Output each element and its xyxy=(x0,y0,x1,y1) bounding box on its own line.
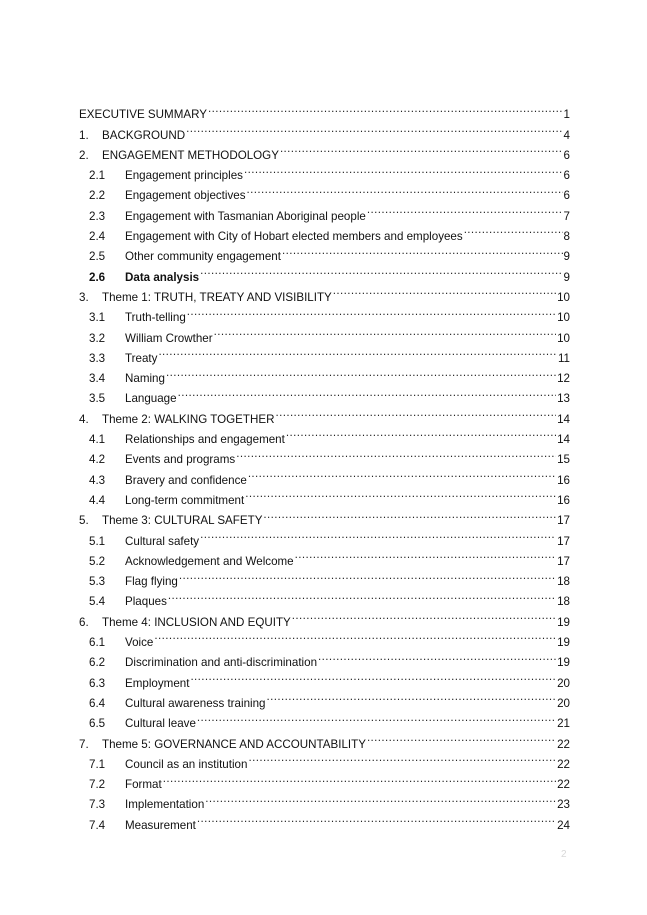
toc-entry-title: William Crowther xyxy=(125,331,213,345)
toc-entry-page: 22 xyxy=(557,778,570,792)
toc-entry-page: 19 xyxy=(557,615,570,629)
toc-dot-leader xyxy=(197,707,556,727)
toc-entry-page: 14 xyxy=(557,433,570,447)
toc-entry-page: 11 xyxy=(557,351,570,365)
toc-entry-page: 7 xyxy=(563,209,570,223)
toc-dot-leader xyxy=(208,98,563,118)
toc-entry-page: 8 xyxy=(563,230,570,244)
toc-dot-leader xyxy=(200,524,556,544)
toc-entry-page: 24 xyxy=(557,818,570,832)
toc-entry-number: 7. xyxy=(79,737,89,751)
toc-entry-page: 1 xyxy=(563,108,570,122)
toc-entry-page: 10 xyxy=(557,290,570,304)
toc-entry-title: Long-term commitment xyxy=(125,493,245,507)
toc-entry-title: Discrimination and anti-discrimination xyxy=(125,656,318,670)
toc-entry-title: Cultural safety xyxy=(125,534,200,548)
toc-dot-leader xyxy=(248,463,556,483)
toc-entry-page: 22 xyxy=(557,737,570,751)
toc-dot-leader xyxy=(367,199,563,219)
toc-entry-number: 6.4 xyxy=(89,696,106,710)
toc-entry-number: 3.5 xyxy=(89,392,106,406)
toc-entry-title: Employment xyxy=(125,676,190,690)
toc-entry-page: 10 xyxy=(557,311,570,325)
toc-entry-number: 7.2 xyxy=(89,778,106,792)
toc-entry-number: 6. xyxy=(79,615,89,629)
toc-entry-title: Engagement with Tasmanian Aboriginal people xyxy=(125,209,366,223)
toc-dot-leader xyxy=(292,605,556,625)
toc-dot-leader xyxy=(318,646,556,666)
toc-entry-number: 7.4 xyxy=(89,818,106,832)
toc-entry-page: 6 xyxy=(563,148,570,162)
toc-entry-page: 10 xyxy=(557,331,570,345)
toc-entry-number: 4. xyxy=(79,412,89,426)
toc-dot-leader xyxy=(197,808,556,828)
toc-dot-leader xyxy=(179,565,556,585)
toc-entry-title: Engagement with City of Hobart elected members and employees xyxy=(125,230,463,244)
toc-entry-title: Data analysis xyxy=(125,270,200,284)
toc-entry-number: 2.5 xyxy=(89,250,106,264)
toc-entry-title: Implementation xyxy=(125,798,205,812)
toc-entry-page: 23 xyxy=(557,798,570,812)
toc-entry-number: 1. xyxy=(79,128,89,142)
toc-entry-number: 2.4 xyxy=(89,230,106,244)
toc-dot-leader xyxy=(244,159,563,179)
toc-entry-page: 19 xyxy=(557,656,570,670)
toc-dot-leader xyxy=(214,321,556,341)
toc-entry-title: BACKGROUND xyxy=(102,128,186,142)
toc-entry-title: EXECUTIVE SUMMARY xyxy=(79,108,207,122)
toc-dot-leader xyxy=(266,687,556,707)
toc-entry-title: Language xyxy=(125,392,177,406)
toc-entry-title: Theme 4: INCLUSION AND EQUITY xyxy=(102,615,291,629)
toc-entry-number: 3.4 xyxy=(89,372,106,386)
toc-entry-number: 3.1 xyxy=(89,311,106,325)
page-number: 2 xyxy=(561,849,567,860)
toc-entry-page: 9 xyxy=(563,250,570,264)
toc-entry-number: 7.3 xyxy=(89,798,106,812)
toc-entry-page: 18 xyxy=(557,575,570,589)
toc-dot-leader xyxy=(295,545,556,565)
toc-entry-page: 22 xyxy=(557,757,570,771)
toc-dot-leader xyxy=(190,666,556,686)
toc-dot-leader xyxy=(200,260,562,280)
toc-entry-title: Theme 5: GOVERNANCE AND ACCOUNTABILITY xyxy=(102,737,366,751)
toc-entry-page: 4 xyxy=(563,128,570,142)
toc-entry-page: 17 xyxy=(557,534,570,548)
toc-dot-leader xyxy=(263,504,556,524)
toc-entry-number: 2.6 xyxy=(89,270,106,284)
toc-entry-page: 6 xyxy=(563,169,570,183)
toc-dot-leader xyxy=(464,220,563,240)
toc-entry-title: Bravery and confidence xyxy=(125,473,247,487)
toc-entry-title: Format xyxy=(125,778,162,792)
toc-entry-title: Truth-telling xyxy=(125,311,186,325)
toc-entry-title: Treaty xyxy=(125,351,158,365)
toc-dot-leader xyxy=(275,402,556,422)
toc-dot-leader xyxy=(205,788,556,808)
toc-dot-leader xyxy=(168,585,556,605)
toc-entry-number: 5.2 xyxy=(89,554,106,568)
toc-entry-page: 21 xyxy=(557,717,570,731)
toc-entry-title: Other community engagement xyxy=(125,250,281,264)
toc-entry-title: Naming xyxy=(125,372,165,386)
toc-entry-number: 2.1 xyxy=(89,169,106,183)
toc-dot-leader xyxy=(163,768,556,788)
toc-entry-number: 2.3 xyxy=(89,209,106,223)
toc-entry-number: 4.4 xyxy=(89,493,106,507)
toc-entry-page: 16 xyxy=(557,473,570,487)
toc-dot-leader xyxy=(247,179,563,199)
toc-entry-page: 20 xyxy=(557,696,570,710)
toc-entry-page: 17 xyxy=(557,514,570,528)
toc-entry-number: 7.1 xyxy=(89,757,106,771)
table-of-contents xyxy=(79,98,570,832)
toc-entry-number: 5. xyxy=(79,514,89,528)
toc-entry-number: 3.2 xyxy=(89,331,106,345)
toc-entry-title: Engagement principles xyxy=(125,169,243,183)
toc-dot-leader xyxy=(280,139,563,159)
toc-dot-leader xyxy=(187,301,556,321)
toc-entry-number: 5.3 xyxy=(89,575,106,589)
toc-entry-title: Plaques xyxy=(125,595,167,609)
toc-entry-title: Theme 2: WALKING TOGETHER xyxy=(102,412,275,426)
toc-entry-page: 9 xyxy=(563,270,570,284)
toc-entry-page: 18 xyxy=(557,595,570,609)
toc-entry-title: Cultural leave xyxy=(125,717,196,731)
toc-entry-number: 2.2 xyxy=(89,189,106,203)
toc-entry-title: Acknowledgement and Welcome xyxy=(125,554,294,568)
toc-entry-number: 4.2 xyxy=(89,453,106,467)
toc-dot-leader xyxy=(282,240,563,260)
toc-dot-leader xyxy=(367,727,556,747)
toc-entry-title: Engagement objectives xyxy=(125,189,246,203)
toc-entry-title: Relationships and engagement xyxy=(125,433,285,447)
toc-entry-title: Voice xyxy=(125,636,154,650)
toc-entry-page: 15 xyxy=(557,453,570,467)
toc-entry-page: 6 xyxy=(563,189,570,203)
toc-dot-leader xyxy=(166,362,556,382)
toc-entry-number: 3. xyxy=(79,290,89,304)
toc-entry-page: 16 xyxy=(557,493,570,507)
toc-dot-leader xyxy=(154,626,556,646)
toc-entry[interactable] xyxy=(79,98,570,122)
toc-entry-number: 5.1 xyxy=(89,534,106,548)
toc-dot-leader xyxy=(245,484,556,504)
toc-dot-leader xyxy=(158,342,557,362)
toc-entry-page: 17 xyxy=(557,554,570,568)
toc-entry-title: Council as an institution xyxy=(125,757,248,771)
toc-entry-title: Flag flying xyxy=(125,575,178,589)
toc-entry-page: 12 xyxy=(557,372,570,386)
toc-entry-page: 19 xyxy=(557,636,570,650)
toc-dot-leader xyxy=(186,118,562,138)
toc-dot-leader xyxy=(178,382,557,402)
toc-entry-title: Measurement xyxy=(125,818,196,832)
toc-entry-number: 2. xyxy=(79,148,89,162)
toc-entry-number: 6.1 xyxy=(89,636,106,650)
toc-dot-leader xyxy=(248,748,556,768)
toc-entry-title: ENGAGEMENT METHODOLOGY xyxy=(102,148,279,162)
toc-dot-leader xyxy=(236,443,556,463)
toc-dot-leader xyxy=(286,423,556,443)
toc-entry-number: 6.5 xyxy=(89,717,106,731)
toc-entry-number: 4.3 xyxy=(89,473,106,487)
toc-entry-title: Cultural awareness training xyxy=(125,696,266,710)
toc-entry-title: Theme 3: CULTURAL SAFETY xyxy=(102,514,263,528)
toc-entry-page: 13 xyxy=(557,392,570,406)
toc-entry-number: 4.1 xyxy=(89,433,106,447)
toc-dot-leader xyxy=(333,281,556,301)
toc-entry-title: Theme 1: TRUTH, TREATY AND VISIBILITY xyxy=(102,290,332,304)
toc-entry-title: Events and programs xyxy=(125,453,236,467)
toc-entry-number: 5.4 xyxy=(89,595,106,609)
toc-entry-page: 20 xyxy=(557,676,570,690)
toc-entry-number: 3.3 xyxy=(89,351,106,365)
toc-entry-number: 6.2 xyxy=(89,656,106,670)
toc-entry-number: 6.3 xyxy=(89,676,106,690)
toc-entry-page: 14 xyxy=(557,412,570,426)
